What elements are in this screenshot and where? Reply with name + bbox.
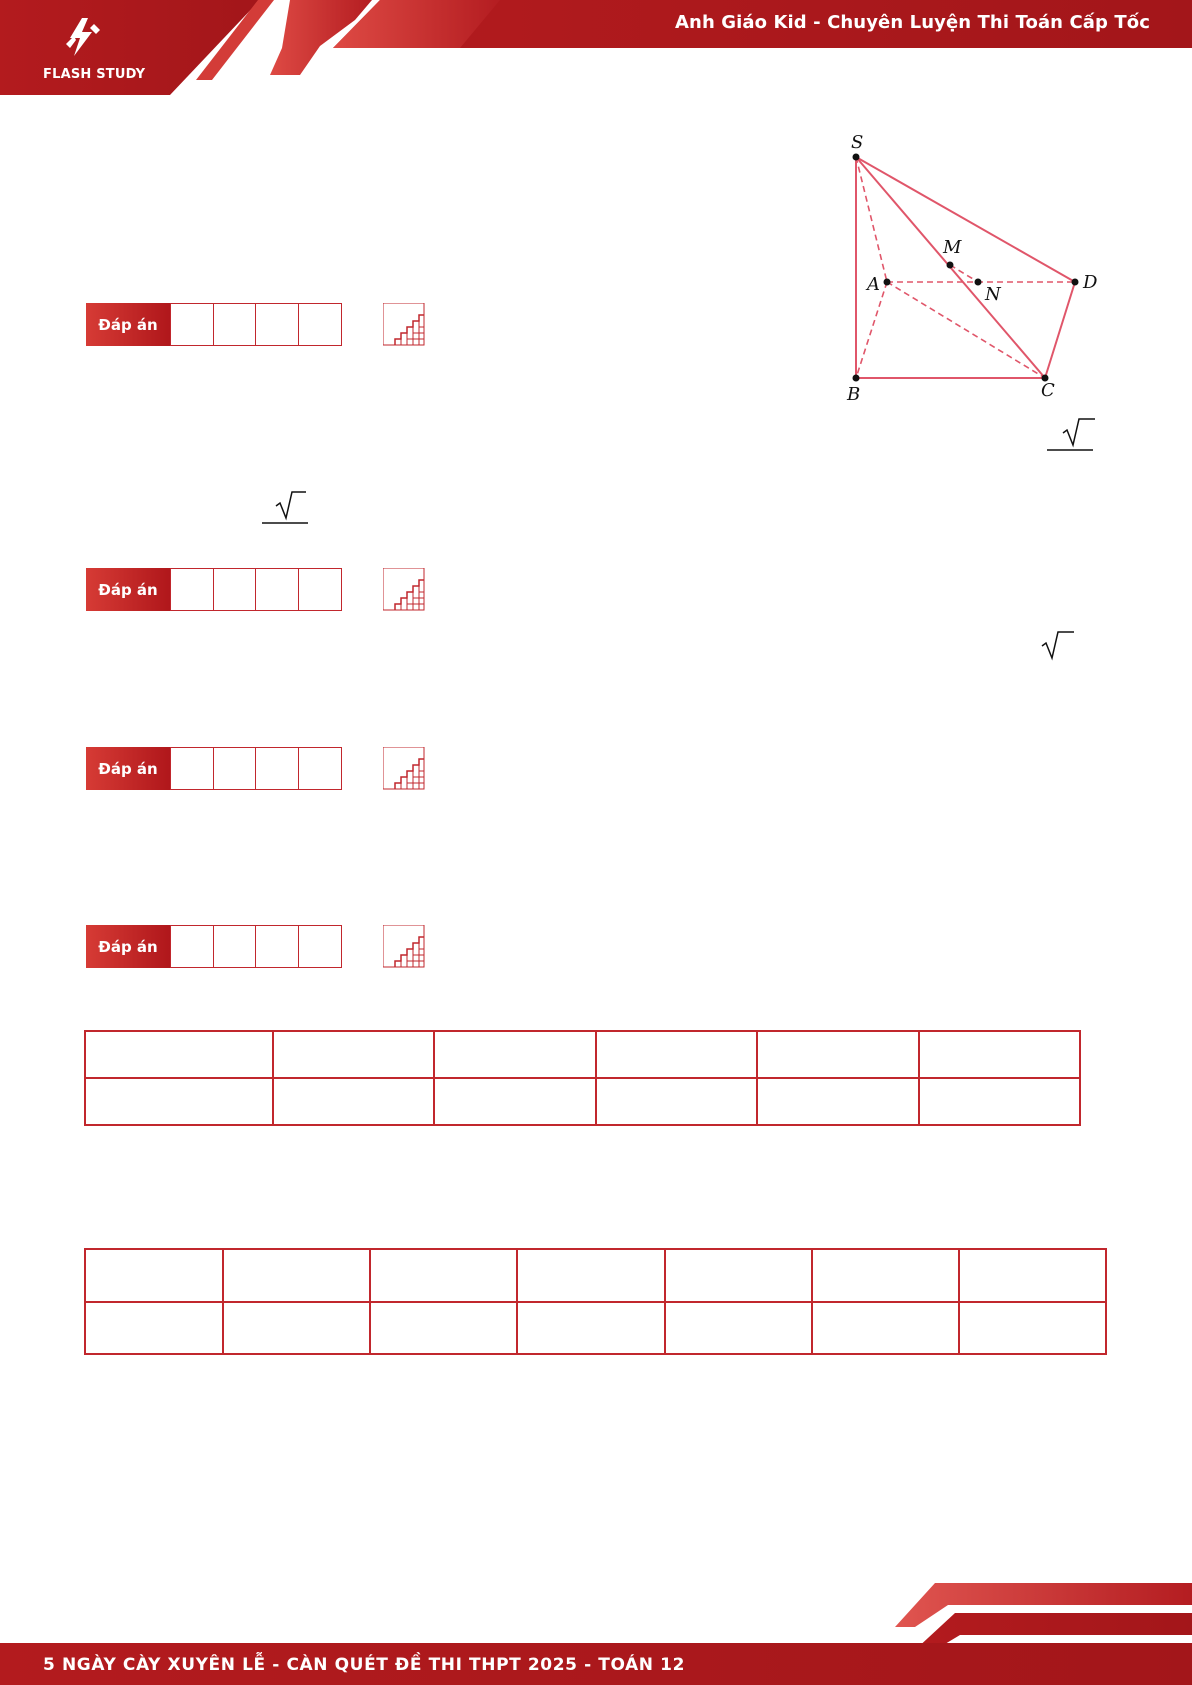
answer-label: Đáp án [86,747,170,790]
label-A: A [867,274,880,295]
table-cell [757,1078,918,1125]
table-cell [517,1249,664,1302]
answer-cell[interactable] [256,747,299,790]
answer-key-table [84,1248,1107,1355]
table-cell [959,1302,1106,1355]
table-cell [273,1078,434,1125]
answer-cell[interactable] [213,747,256,790]
table-cell [223,1249,370,1302]
corner-pattern-icon [383,747,425,790]
edge-SD [856,157,1075,282]
table-cell [665,1249,812,1302]
table-cell [596,1031,757,1078]
answer-cell[interactable] [170,303,214,346]
sqrt-fraction-fragment [1045,415,1095,451]
label-C: C [1041,380,1055,401]
label-N: N [985,284,1001,305]
table-cell [919,1031,1081,1078]
footer-title: 5 NGÀY CÀY XUYÊN LỄ - CÀN QUÉT ĐỀ THI THPT 2025 - TOÁN 12 [43,1655,685,1675]
label-B: B [847,384,861,405]
table-cell [665,1302,812,1355]
table-cell [85,1249,223,1302]
answer-label: Đáp án [86,568,170,611]
point-S [853,154,860,161]
table-cell [812,1302,959,1355]
sqrt-fragment [1040,630,1076,664]
corner-pattern-icon [383,568,425,611]
table-cell [959,1249,1106,1302]
answer-key-table [84,1030,1081,1126]
table-cell [434,1078,595,1125]
table-cell [370,1302,517,1355]
answer-cell[interactable] [299,568,342,611]
edge-AB-hidden [856,282,887,378]
answer-cell[interactable] [170,925,214,968]
point-B [853,375,860,382]
answer-cell[interactable] [256,925,299,968]
answer-cell[interactable] [299,303,342,346]
answer-label: Đáp án [86,925,170,968]
answer-box[interactable] [86,925,342,968]
answer-cell[interactable] [299,925,342,968]
pyramid-figure [835,132,1110,407]
sqrt-fraction-fragment [262,488,312,524]
answer-cell[interactable] [213,568,256,611]
segment-MN-hidden [950,265,978,282]
table-cell [85,1302,223,1355]
table-cell [273,1031,434,1078]
table-cell [370,1249,517,1302]
answer-cell[interactable] [170,747,214,790]
answer-box[interactable] [86,568,342,611]
table-cell [812,1249,959,1302]
answer-cell[interactable] [213,303,256,346]
answer-cell[interactable] [256,568,299,611]
label-M: M [943,237,962,258]
corner-pattern-icon [383,303,425,346]
point-N [975,279,982,286]
answer-cell[interactable] [256,303,299,346]
label-D: D [1083,272,1098,293]
table-cell [517,1302,664,1355]
point-A [884,279,891,286]
point-M [947,262,954,269]
answer-box[interactable] [86,747,342,790]
answer-box[interactable] [86,303,342,346]
answer-label: Đáp án [86,303,170,346]
table-cell [85,1031,273,1078]
edge-AC-hidden [887,282,1045,378]
answer-cell[interactable] [170,568,214,611]
logo-text: FLASH STUDY [43,67,146,82]
corner-pattern-icon [383,925,425,968]
point-D [1072,279,1079,286]
answer-cell[interactable] [299,747,342,790]
table-cell [919,1078,1081,1125]
table-cell [85,1078,273,1125]
answer-cell[interactable] [213,925,256,968]
header-title: Anh Giáo Kid - Chuyên Luyện Thi Toán Cấp Tốc [675,12,1150,33]
table-cell [757,1031,918,1078]
table-cell [223,1302,370,1355]
table-cell [434,1031,595,1078]
edge-CD [1045,282,1075,378]
table-cell [596,1078,757,1125]
label-S: S [851,132,864,153]
